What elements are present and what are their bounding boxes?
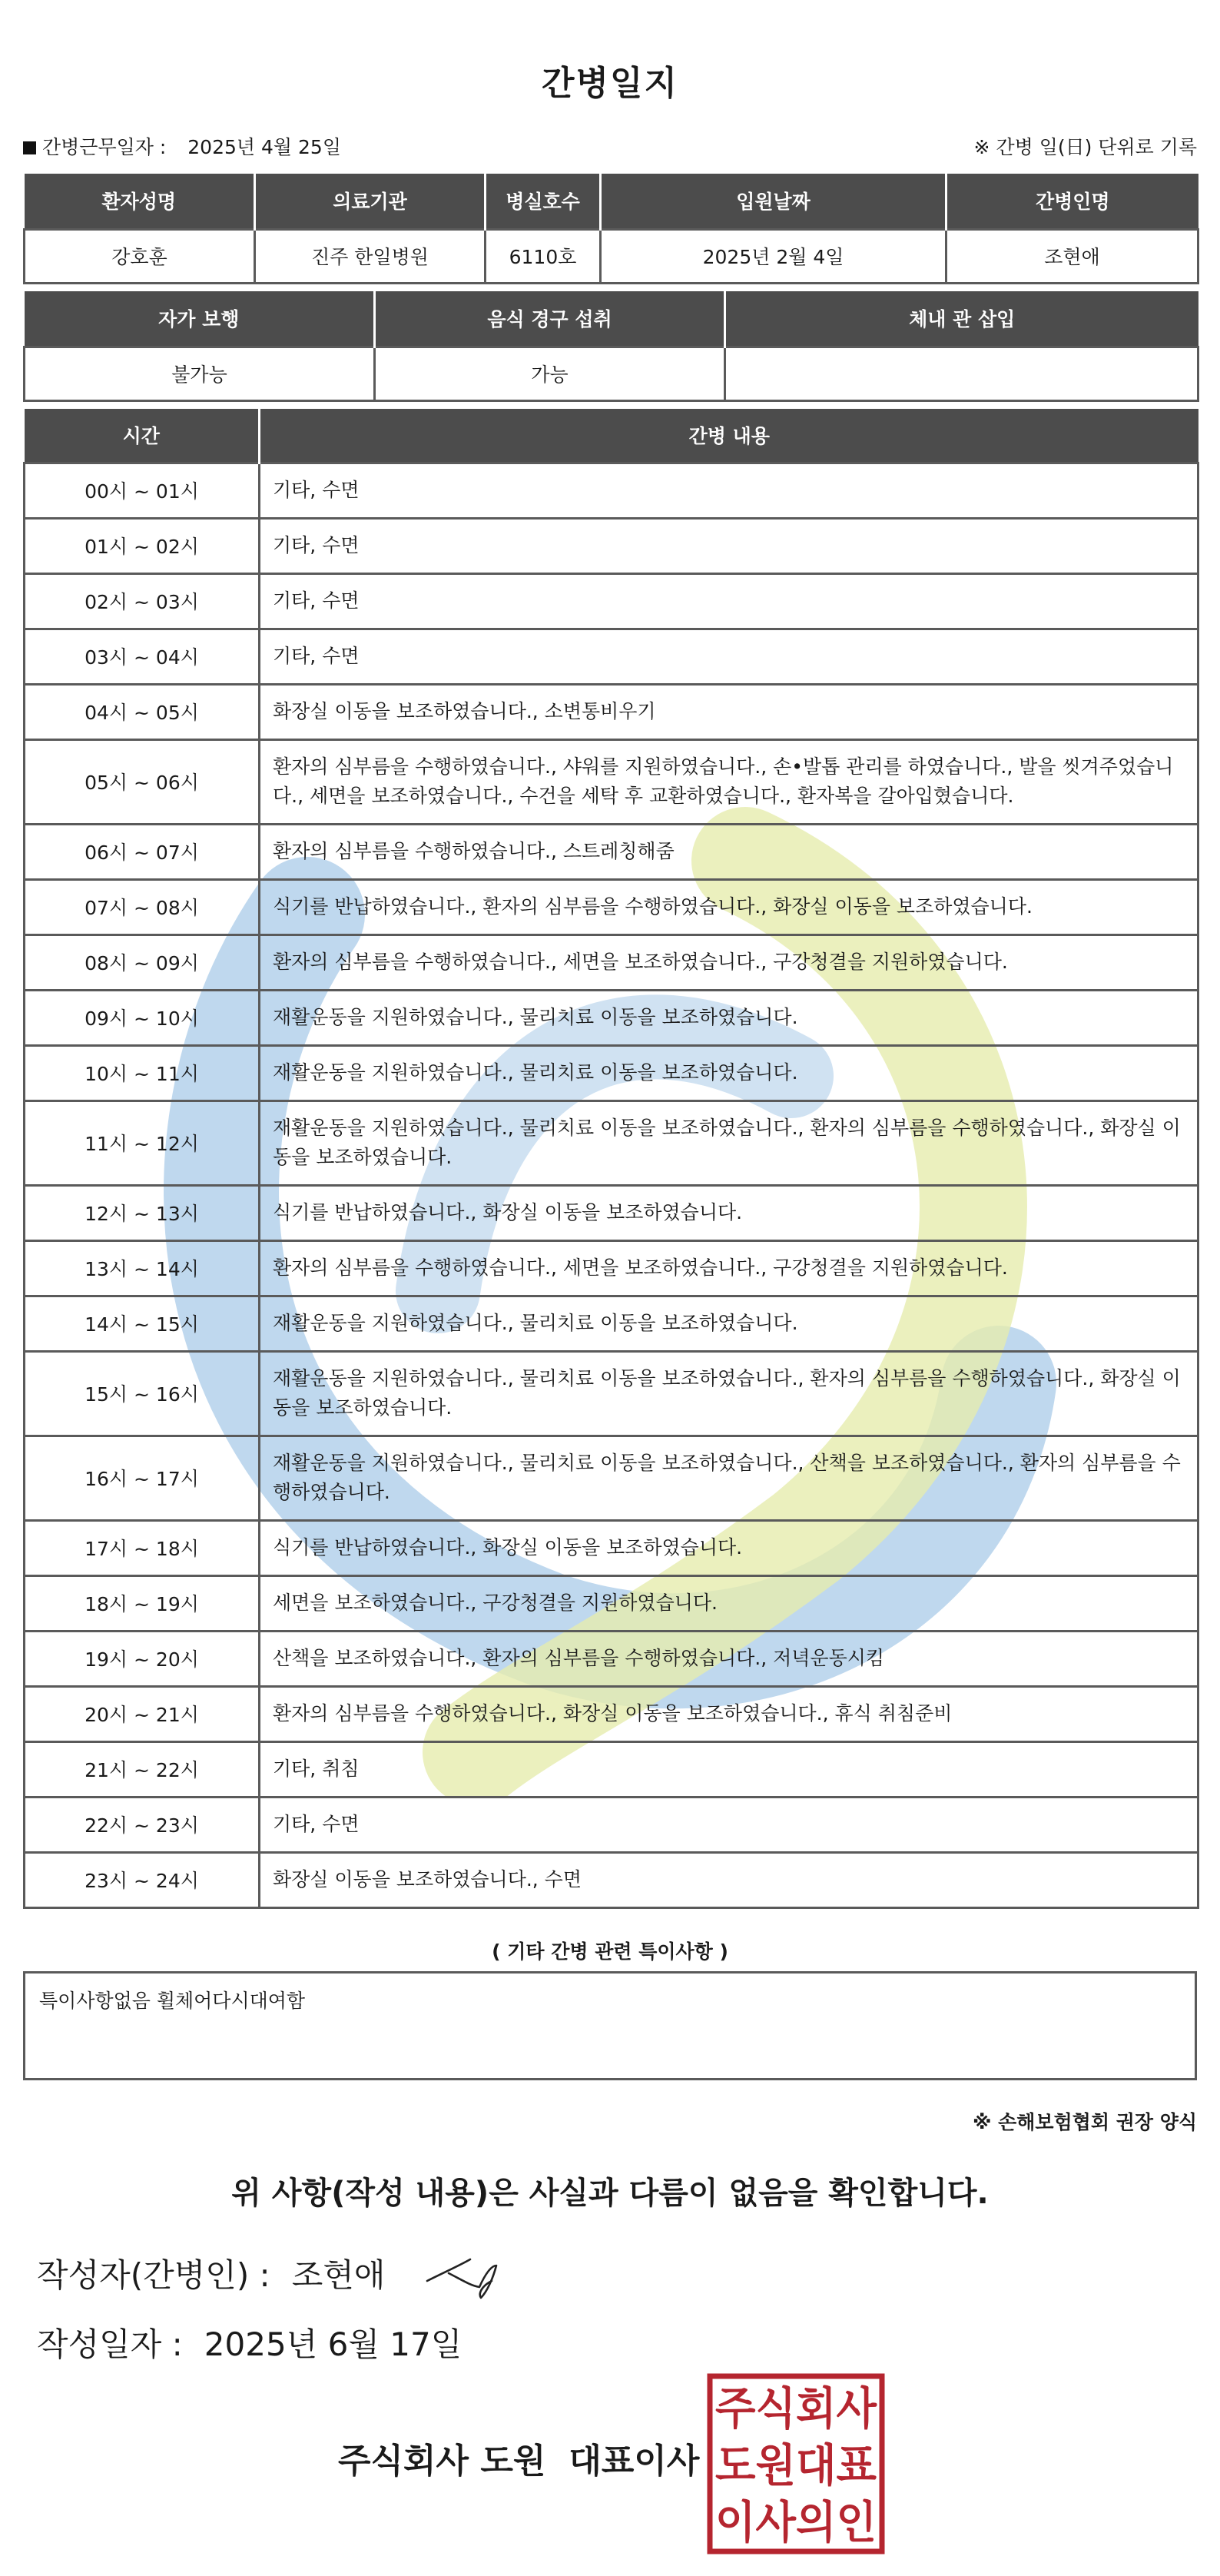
table-row [25, 1100, 1198, 1185]
row-time: 20시 ~ 21시 [25, 1686, 260, 1741]
patient-status-table [23, 291, 1199, 402]
row-content: 환자의 심부름을 수행하였습니다., 세면을 보조하였습니다., 구강청결을 지원하였습니다. [260, 934, 1198, 990]
row-time: 16시 ~ 17시 [25, 1436, 260, 1520]
row-time: 05시 ~ 06시 [25, 739, 260, 824]
row-content: 환자의 심부름을 수행하였습니다., 스트레칭해줌 [260, 824, 1198, 879]
row-time: 15시 ~ 16시 [25, 1351, 260, 1436]
svg-text:도원대표: 도원대표 [715, 2439, 877, 2491]
header-care-content: 간병 내용 [260, 409, 1198, 463]
table-row [25, 1520, 1198, 1575]
header-tube-insertion: 체내 관 삽입 [725, 291, 1198, 347]
row-time: 00시 ~ 01시 [25, 463, 260, 518]
row-content: 재활운동을 지원하였습니다., 물리치료 이동을 보조하였습니다., 산책을 보조하였습니다., 환자의 심부름을 수행하였습니다. [260, 1436, 1198, 1520]
work-date [23, 132, 341, 160]
company-line [338, 2433, 699, 2482]
row-content: 기타, 수면 [260, 463, 1198, 518]
table-row [25, 629, 1198, 684]
row-time: 10시 ~ 11시 [25, 1045, 260, 1100]
work-date-label: 간병근무일자 : [42, 136, 167, 158]
admission-date: 2025년 2월 4일 [601, 229, 946, 283]
recommend-note: ※ 손해보험협회 권장 양식 [973, 2111, 1197, 2133]
company-title: 대표이사 [569, 2442, 700, 2481]
notes-title: ( 기타 간병 관련 특이사항 ) [492, 1940, 728, 1963]
table-row [25, 518, 1198, 573]
header-caregiver: 간병인명 [946, 174, 1198, 229]
writer-name: 조현애 [291, 2256, 386, 2294]
row-content: 식기를 반납하였습니다., 환자의 심부름을 수행하였습니다., 화장실 이동을 보조하였습니다. [260, 879, 1198, 934]
walking-value: 불가능 [25, 347, 375, 400]
row-time: 21시 ~ 22시 [25, 1741, 260, 1797]
header-oral-intake: 음식 경구 섭취 [375, 291, 725, 347]
row-content: 기타, 수면 [260, 629, 1198, 684]
table-row [25, 1852, 1198, 1907]
header-room: 병실호수 [486, 174, 601, 229]
row-content: 기타, 수면 [260, 518, 1198, 573]
confirmation-statement: 위 사항(작성 내용)은 사실과 다름이 없음을 확인합니다. [231, 2176, 989, 2211]
row-content: 기타, 취침 [260, 1741, 1198, 1797]
row-content: 세면을 보조하였습니다., 구강청결을 지원하였습니다. [260, 1575, 1198, 1631]
writer-label: 작성자(간병인) : [37, 2256, 270, 2294]
row-time: 02시 ~ 03시 [25, 573, 260, 629]
hospital-name: 진주 한일병원 [255, 229, 486, 283]
row-time: 07시 ~ 08시 [25, 879, 260, 934]
row-content: 재활운동을 지원하였습니다., 물리치료 이동을 보조하였습니다., 환자의 심부름을 수행하였습니다., 화장실 이동을 보조하였습니다. [260, 1351, 1198, 1436]
row-content: 재활운동을 지원하였습니다., 물리치료 이동을 보조하였습니다. [260, 990, 1198, 1045]
table-row [25, 684, 1198, 739]
header-time: 시간 [25, 409, 260, 463]
meta-row [23, 132, 1197, 163]
work-date-value: 2025년 4월 25일 [187, 136, 341, 158]
row-content: 기타, 수면 [260, 573, 1198, 629]
header-walking: 자가 보행 [25, 291, 375, 347]
notes-content: 특이사항없음 휠체어다시대여함 [39, 1990, 306, 2012]
record-unit-note: ※ 간병 일(日) 단위로 기록 [973, 136, 1197, 158]
table-row [25, 879, 1198, 934]
room-number: 6110호 [486, 229, 601, 283]
table-row [25, 1741, 1198, 1797]
written-date-line [37, 2319, 462, 2365]
written-date-value: 2025년 6월 17일 [204, 2325, 462, 2363]
row-content: 기타, 수면 [260, 1797, 1198, 1852]
table-row [25, 1296, 1198, 1351]
header-patient-name: 환자성명 [25, 174, 255, 229]
care-log-table [23, 409, 1199, 1909]
svg-text:주식회사: 주식회사 [715, 2382, 877, 2435]
patient-name: 강호훈 [25, 229, 255, 283]
writer-line [37, 2250, 385, 2296]
table-row [25, 1045, 1198, 1100]
table-row [25, 824, 1198, 879]
row-time: 19시 ~ 20시 [25, 1631, 260, 1686]
page-title: 간병일지 [541, 64, 678, 103]
row-time: 22시 ~ 23시 [25, 1797, 260, 1852]
row-time: 09시 ~ 10시 [25, 990, 260, 1045]
company-name: 주식회사 도원 [338, 2442, 546, 2481]
row-time: 03시 ~ 04시 [25, 629, 260, 684]
row-time: 11시 ~ 12시 [25, 1100, 260, 1185]
header-hospital: 의료기관 [255, 174, 486, 229]
row-content: 환자의 심부름을 수행하였습니다., 샤워를 지원하였습니다., 손•발톱 관리를 하였습니다., 발을 씻겨주었습니다., 세면을 보조하였습니다., 수건을 세탁 후 교환하였습니다., 환자복을 갈아입혔습니다. [260, 739, 1198, 824]
table-row [25, 1686, 1198, 1741]
table-row [25, 1631, 1198, 1686]
row-time: 14시 ~ 15시 [25, 1296, 260, 1351]
row-content: 화장실 이동을 보조하였습니다., 소변통비우기 [260, 684, 1198, 739]
row-content: 식기를 반납하였습니다., 화장실 이동을 보조하였습니다. [260, 1185, 1198, 1240]
table-row [25, 1797, 1198, 1852]
square-bullet-icon [23, 141, 36, 154]
tube-insertion-value [725, 347, 1198, 400]
row-time: 12시 ~ 13시 [25, 1185, 260, 1240]
caregiver-name: 조현애 [946, 229, 1198, 283]
row-content: 재활운동을 지원하였습니다., 물리치료 이동을 보조하였습니다., 환자의 심부름을 수행하였습니다., 화장실 이동을 보조하였습니다. [260, 1100, 1198, 1185]
table-row [25, 739, 1198, 824]
row-time: 23시 ~ 24시 [25, 1852, 260, 1907]
row-content: 식기를 반납하였습니다., 화장실 이동을 보조하였습니다. [260, 1520, 1198, 1575]
row-time: 01시 ~ 02시 [25, 518, 260, 573]
table-row [25, 1185, 1198, 1240]
company-seal-stamp [705, 2372, 887, 2556]
row-time: 08시 ~ 09시 [25, 934, 260, 990]
table-row [25, 990, 1198, 1045]
row-content: 환자의 심부름을 수행하였습니다., 세면을 보조하였습니다., 구강청결을 지원하였습니다. [260, 1240, 1198, 1296]
oral-intake-value: 가능 [375, 347, 725, 400]
table-row [25, 934, 1198, 990]
row-content: 화장실 이동을 보조하였습니다., 수면 [260, 1852, 1198, 1907]
row-time: 13시 ~ 14시 [25, 1240, 260, 1296]
row-time: 18시 ~ 19시 [25, 1575, 260, 1631]
patient-info-table [23, 174, 1199, 284]
row-content: 재활운동을 지원하였습니다., 물리치료 이동을 보조하였습니다. [260, 1296, 1198, 1351]
svg-text:이사의인: 이사의인 [715, 2496, 877, 2548]
row-time: 17시 ~ 18시 [25, 1520, 260, 1575]
table-row [25, 1575, 1198, 1631]
written-date-label: 작성일자 : [37, 2325, 183, 2363]
row-time: 04시 ~ 05시 [25, 684, 260, 739]
header-admission-date: 입원날짜 [601, 174, 946, 229]
table-row [25, 1351, 1198, 1436]
table-row [25, 573, 1198, 629]
row-content: 환자의 심부름을 수행하였습니다., 화장실 이동을 보조하였습니다., 휴식 취침준비 [260, 1686, 1198, 1741]
notes-box [23, 1971, 1197, 2080]
table-row [25, 1436, 1198, 1520]
row-time: 06시 ~ 07시 [25, 824, 260, 879]
signature-image [423, 2242, 507, 2304]
row-content: 재활운동을 지원하였습니다., 물리치료 이동을 보조하였습니다. [260, 1045, 1198, 1100]
table-row [25, 463, 1198, 518]
table-row [25, 1240, 1198, 1296]
row-content: 산책을 보조하였습니다., 환자의 심부름을 수행하였습니다., 저녁운동시킴 [260, 1631, 1198, 1686]
